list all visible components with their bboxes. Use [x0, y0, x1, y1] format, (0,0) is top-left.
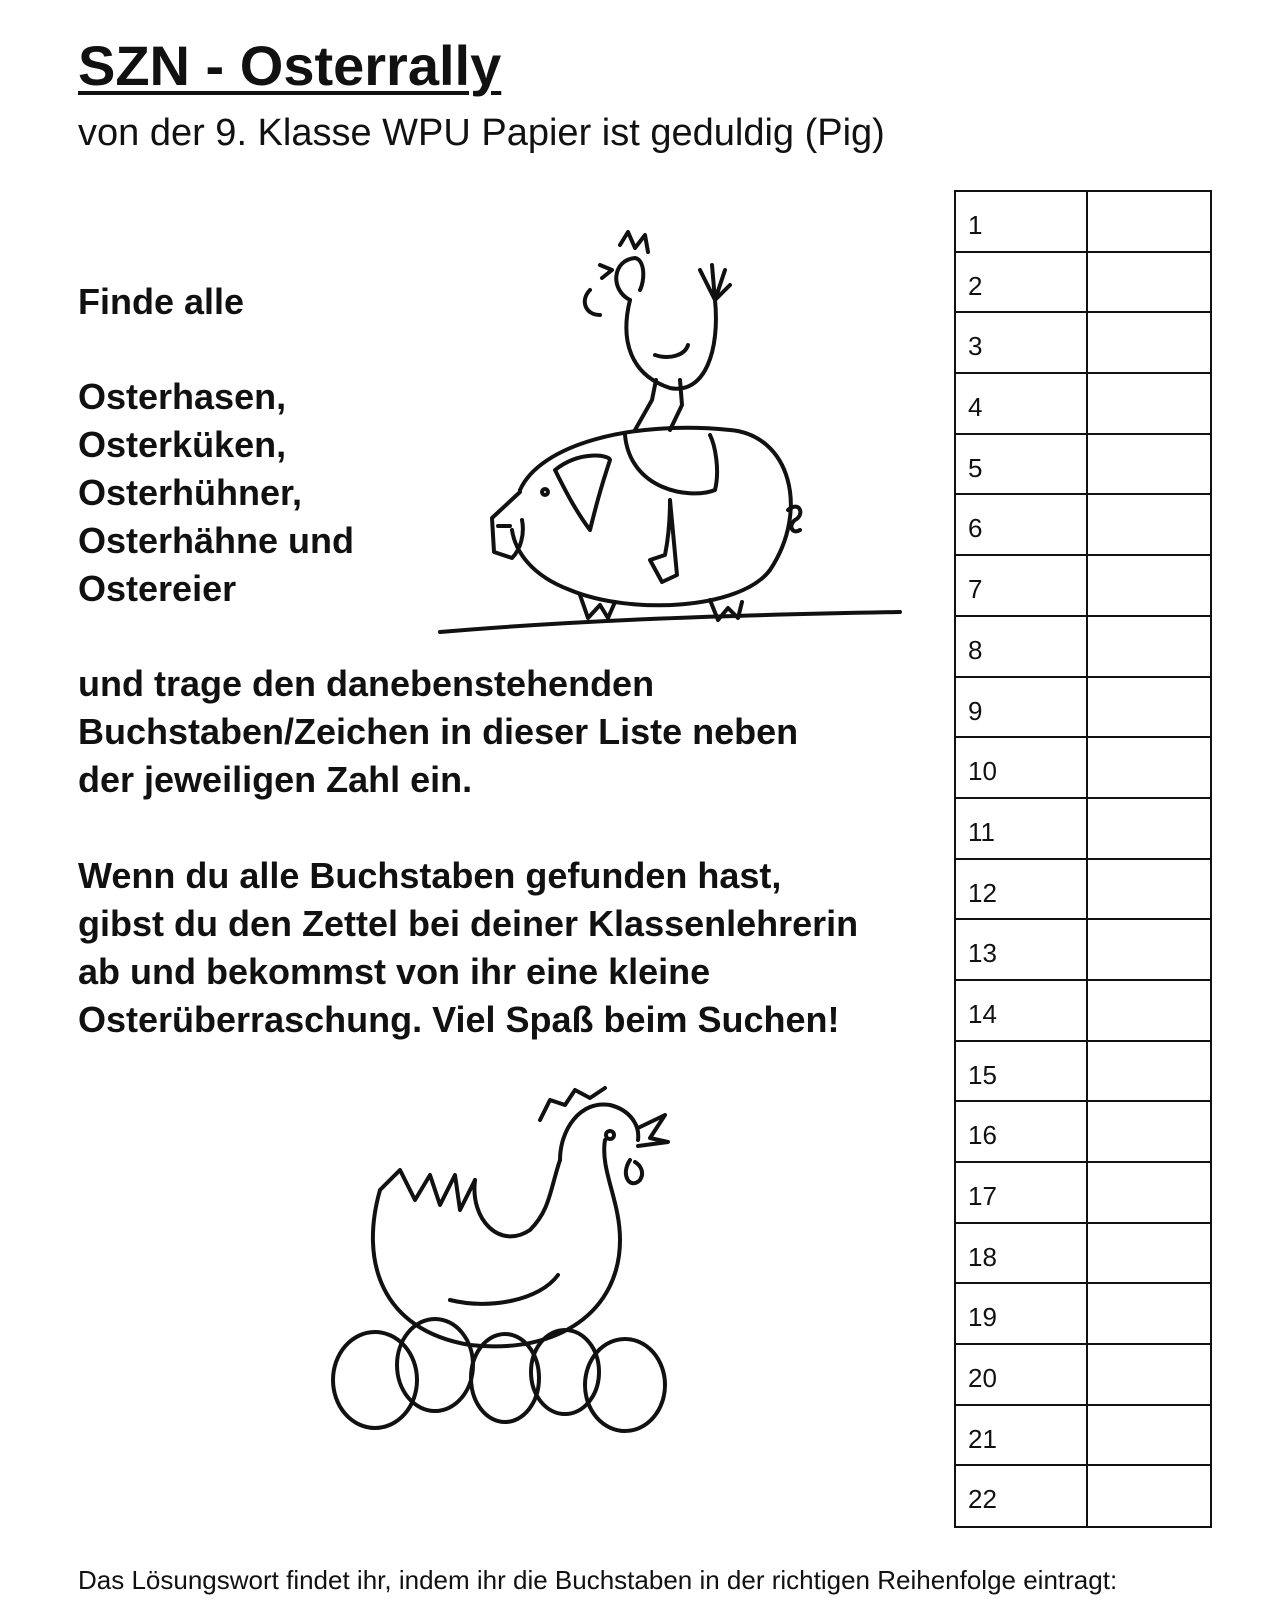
- row-number: 22: [956, 1466, 1088, 1527]
- instructions-paragraph: [78, 660, 798, 804]
- answer-row: [956, 192, 1210, 253]
- hen-on-eggs-drawing: [320, 1080, 700, 1460]
- answer-cell[interactable]: [1088, 556, 1210, 615]
- answer-grid: [954, 190, 1212, 1528]
- row-number: 15: [956, 1042, 1088, 1101]
- row-number: 2: [956, 253, 1088, 312]
- intro-item: Osterküken,: [78, 424, 287, 465]
- answer-cell[interactable]: [1088, 920, 1210, 979]
- row-number: 7: [956, 556, 1088, 615]
- answer-cell[interactable]: [1088, 495, 1210, 554]
- row-number: 19: [956, 1284, 1088, 1343]
- answer-cell[interactable]: [1088, 1042, 1210, 1101]
- answer-cell[interactable]: [1088, 981, 1210, 1040]
- footer-note: Das Lösungswort findet ihr, indem ihr die Buchstaben in der richtigen Reihenfolge eintragt:: [78, 1565, 1118, 1595]
- closing-line: gibst du den Zettel bei deiner Klassenlehrerin: [78, 903, 859, 944]
- intro-lead-text: Finde alle: [78, 281, 245, 322]
- intro-item: Osterhühner,: [78, 472, 303, 513]
- answer-cell[interactable]: [1088, 1102, 1210, 1161]
- answer-row: [956, 981, 1210, 1042]
- row-number: 14: [956, 981, 1088, 1040]
- answer-cell[interactable]: [1088, 1466, 1210, 1527]
- row-number: 21: [956, 1406, 1088, 1465]
- row-number: 17: [956, 1163, 1088, 1222]
- answer-row: [956, 1102, 1210, 1163]
- answer-cell[interactable]: [1088, 374, 1210, 433]
- answer-row: [956, 253, 1210, 314]
- answer-row: [956, 313, 1210, 374]
- answer-cell[interactable]: [1088, 1224, 1210, 1283]
- row-number: 8: [956, 617, 1088, 676]
- row-number: 5: [956, 435, 1088, 494]
- intro-item: Osterhasen,: [78, 376, 287, 417]
- row-number: 13: [956, 920, 1088, 979]
- answer-cell[interactable]: [1088, 860, 1210, 919]
- intro-item: Ostereier: [78, 568, 237, 609]
- answer-row: [956, 738, 1210, 799]
- answer-row: [956, 556, 1210, 617]
- answer-cell[interactable]: [1088, 799, 1210, 858]
- answer-row: [956, 799, 1210, 860]
- instructions-line: der jeweiligen Zahl ein.: [78, 759, 473, 800]
- row-number: 18: [956, 1224, 1088, 1283]
- row-number: 3: [956, 313, 1088, 372]
- answer-row: [956, 617, 1210, 678]
- closing-line: ab und bekommst von ihr eine kleine: [78, 951, 711, 992]
- answer-cell[interactable]: [1088, 1163, 1210, 1222]
- answer-cell[interactable]: [1088, 313, 1210, 372]
- page-title: SZN - Osterrally: [78, 34, 502, 97]
- answer-row: [956, 920, 1210, 981]
- row-number: 11: [956, 799, 1088, 858]
- intro-item-list: [78, 373, 354, 613]
- rooster-on-pig-drawing: [430, 230, 910, 650]
- row-number: 16: [956, 1102, 1088, 1161]
- answer-row: [956, 495, 1210, 556]
- answer-row: [956, 1224, 1210, 1285]
- answer-cell[interactable]: [1088, 435, 1210, 494]
- answer-row: [956, 435, 1210, 496]
- answer-row: [956, 1406, 1210, 1467]
- answer-row: [956, 374, 1210, 435]
- answer-row: [956, 1163, 1210, 1224]
- answer-cell[interactable]: [1088, 738, 1210, 797]
- instructions-line: und trage den danebenstehenden: [78, 663, 655, 704]
- answer-cell[interactable]: [1088, 1406, 1210, 1465]
- row-number: 20: [956, 1345, 1088, 1404]
- answer-cell[interactable]: [1088, 617, 1210, 676]
- closing-line: Osterüberraschung. Viel Spaß beim Suchen!: [78, 999, 840, 1040]
- intro-item: Osterhähne und: [78, 520, 355, 561]
- answer-row: [956, 1042, 1210, 1103]
- row-number: 4: [956, 374, 1088, 433]
- answer-cell[interactable]: [1088, 678, 1210, 737]
- row-number: 9: [956, 678, 1088, 737]
- closing-paragraph: [78, 852, 858, 1044]
- answer-row: [956, 1345, 1210, 1406]
- answer-cell[interactable]: [1088, 192, 1210, 251]
- answer-row: [956, 860, 1210, 921]
- instructions-line: Buchstaben/Zeichen in dieser Liste neben: [78, 711, 799, 752]
- row-number: 12: [956, 860, 1088, 919]
- answer-cell[interactable]: [1088, 1284, 1210, 1343]
- intro-lead: [78, 278, 244, 326]
- row-number: 6: [956, 495, 1088, 554]
- row-number: 1: [956, 192, 1088, 251]
- answer-row: [956, 1284, 1210, 1345]
- row-number: 10: [956, 738, 1088, 797]
- answer-row: [956, 678, 1210, 739]
- closing-line: Wenn du alle Buchstaben gefunden hast,: [78, 855, 782, 896]
- answer-row: [956, 1466, 1210, 1527]
- answer-cell[interactable]: [1088, 1345, 1210, 1404]
- page-subtitle: von der 9. Klasse WPU Papier ist geduldig (Pig): [78, 112, 885, 154]
- answer-cell[interactable]: [1088, 253, 1210, 312]
